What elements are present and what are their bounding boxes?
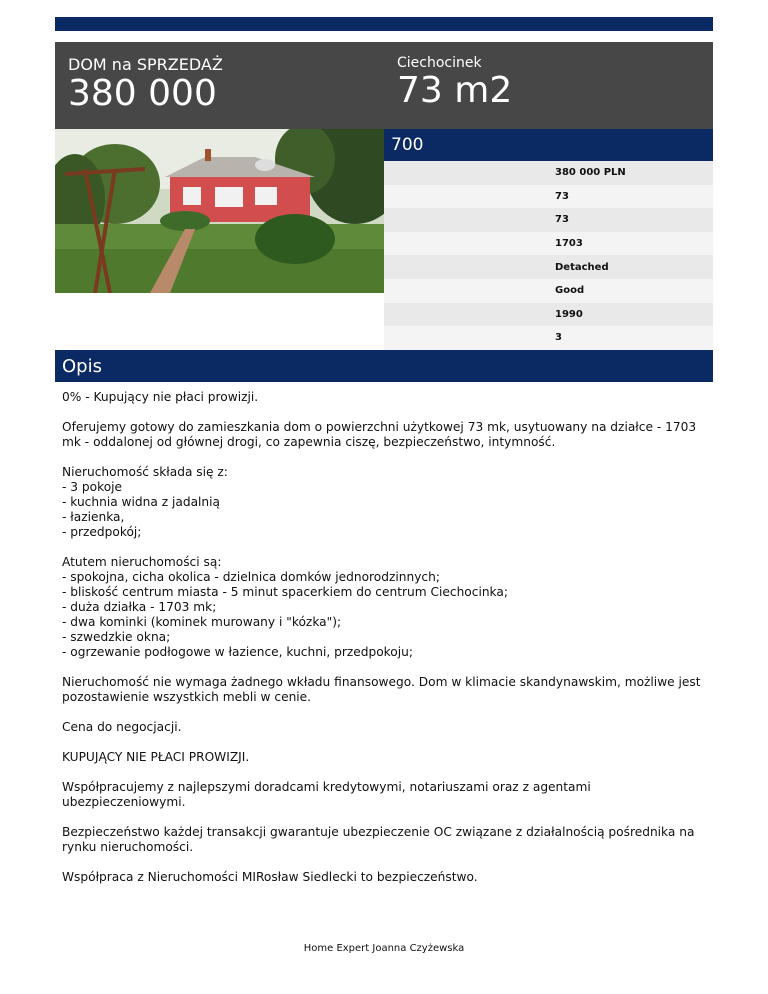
description-paragraph: Atutem nieruchomości są: - spokojna, cicha okolica - dzielnica domków jednorodzinnych; - bliskość centrum miasta - 5 minut spacerkiem do centrum Ciechocinka; - duża działka - 1703 mk; - dwa kominki (kominek murowany i "kózka"); - szwedzkie okna; - ogrzewanie podłogowe w łazience, kuchni, przedpokoju; (62, 555, 508, 659)
description-body (62, 390, 702, 900)
detail-row-condition (384, 279, 713, 303)
description-header (55, 350, 713, 382)
detail-row-area (384, 185, 713, 209)
description-title: Opis (62, 356, 102, 377)
price-header-bar (384, 129, 713, 161)
detail-value: 3 (555, 332, 562, 344)
listing-type-label: DOM na SPRZEDAŻ (68, 55, 223, 74)
detail-row-plot-area (384, 232, 713, 256)
detail-value: 1990 (555, 308, 583, 320)
price-header-value: 700 (391, 135, 424, 155)
listing-location-block (397, 42, 512, 111)
detail-value: 1703 (555, 238, 583, 250)
listing-price: 380 000 (68, 73, 217, 114)
detail-value: 380 000 PLN (555, 167, 626, 179)
detail-row-year (384, 303, 713, 327)
footer-agency: Home Expert Joanna Czyżewska (303, 943, 465, 954)
detail-row-rooms (384, 326, 713, 350)
details-table (384, 161, 713, 350)
description-paragraph: Bezpieczeństwo każdej transakcji gwarantuje ubezpieczenie OC związane z działalnością pośrednika na rynku nieruchomości. (62, 825, 695, 854)
property-photo (55, 129, 384, 293)
detail-value: Good (555, 285, 585, 297)
listing-type-block (68, 42, 223, 114)
description-paragraph: 0% - Kupujący nie płaci prowizji. (62, 390, 259, 404)
description-paragraph: KUPUJĄCY NIE PŁACI PROWIZJI. (62, 750, 250, 764)
detail-value: 73 (555, 190, 569, 202)
listing-header (55, 42, 713, 129)
listing-area: 73 m2 (397, 70, 513, 111)
detail-row-price (384, 161, 713, 185)
description-paragraph: Oferujemy gotowy do zamieszkania dom o powierzchni użytkowej 73 mk, usytuowany na działce - 1703 mk - oddalonej od głównej drogi, co zapewnia ciszę, bezpieczeństwo, intymność. (62, 420, 697, 449)
detail-row-usable-area (384, 208, 713, 232)
detail-row-type (384, 255, 713, 279)
top-accent-bar (55, 17, 713, 31)
description-paragraph: Nieruchomość składa się z: - 3 pokoje - kuchnia widna z jadalnią - łazienka, - przedpokój; (62, 465, 228, 539)
detail-value: 73 (555, 214, 569, 226)
listing-city: Ciechocinek (397, 55, 482, 71)
detail-value: Detached (555, 261, 609, 273)
description-paragraph: Współpracujemy z najlepszymi doradcami kredytowymi, notariuszami oraz z agentami ubezpieczeniowymi. (62, 780, 591, 809)
description-paragraph: Nieruchomość nie wymaga żadnego wkładu finansowego. Dom w klimacie skandynawskim, możliwe jest pozostawienie wszystkich mebli w cenie. (62, 675, 701, 704)
description-paragraph: Współpraca z Nieruchomości MIRosław Siedlecki to bezpieczeństwo. (62, 870, 478, 884)
description-paragraph: Cena do negocjacji. (62, 720, 182, 734)
